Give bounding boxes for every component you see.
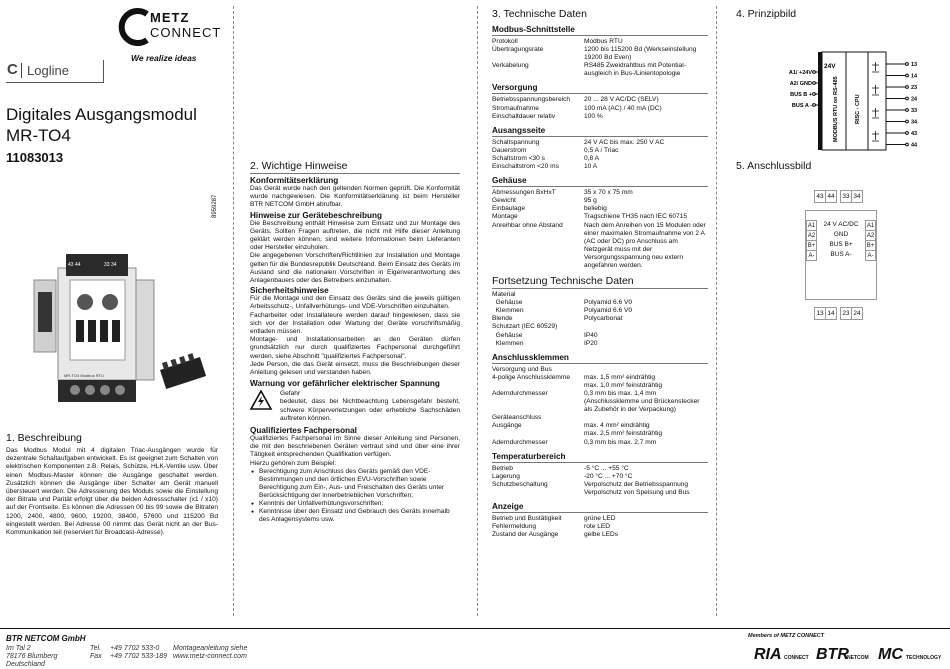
spec-value: beliebig (584, 205, 607, 213)
terminal: A- (806, 250, 817, 261)
spec-table (492, 366, 708, 447)
spec-value: 1200 bis 115200 Bd (Werkseinstellung 19200 Bd Even) (584, 46, 697, 62)
paragraph: Facharbeiter oder Installateure werden darauf hingewiesen, dass sie sich vor der Installation oder Wartung der Geräte vorschriftsmäßig entladen müssen. (250, 311, 460, 336)
bottom-terminals (814, 307, 863, 320)
terminal: A1 (865, 220, 876, 231)
beschreibung-section (6, 432, 218, 537)
footer-contact: +49 7702 533-0 +49 7702 533-189 (110, 645, 168, 660)
spec-label: Betrieb (492, 464, 513, 472)
paragraph: Jede Person, die das Gerät einsetzt, muss die Beschreibungen dieser Anleitung gelesen und verstanden haben. (250, 360, 460, 377)
paragraph: Das Gerät wurde nach den geltenden Normen geprüft. Die Konformität wurde nachgewiesen. Die Konformitätserklärung ist beim Hersteller BTR NETCOM GmbH abrufbar. (250, 185, 460, 209)
section-heading: 4. Prinzipbild (736, 8, 797, 20)
spec-value: max. 4 mm² eindrähtig (584, 422, 650, 430)
subheading: Sicherheitshinweise (250, 286, 329, 296)
output-label: 14 (911, 73, 918, 80)
column-divider (233, 6, 234, 616)
spec-label: Ausgänge (492, 422, 522, 430)
output-label: 23 (911, 85, 918, 91)
output-label: 24 (911, 96, 918, 103)
triac-symbol (872, 108, 879, 118)
paragraph: Die Beschreibung enthält Hinweise zum Einsatz und zur Montage des Geräts. Sollten Fragen auftreten, die nicht mit Hilfe dieser Anleitung geklärt werden können, sind weitere Informationen beim Lieferanten oder Hersteller einzuholen. (250, 219, 460, 252)
svg-text:MODBUS RTU on RS-485: MODBUS RTU on RS-485 (833, 76, 839, 142)
top-terminals (814, 190, 863, 203)
output-terminal (906, 143, 909, 146)
spec-value: 100 % (584, 112, 603, 120)
output-label: 34 (911, 119, 918, 126)
anschlussbild-section (736, 160, 941, 317)
left-terminals (806, 220, 817, 261)
spec-table (492, 38, 708, 78)
website-link[interactable]: www.metz-connect.com (173, 653, 247, 660)
subheading: Modbus-Schnittstelle (492, 25, 575, 34)
paragraph: Montage- und Installationsarbeiten an den Geräten dürfen grundsätzlich nur durch qualifiziertes Fachpersonal durchgeführt werden, siehe Abschnitt "qualifiziertes Fachpersonal". (250, 336, 460, 360)
terminal: A- (865, 250, 876, 261)
spec-label: Übertragungsrate (492, 46, 544, 54)
spec-label: Lagerung (492, 472, 520, 480)
column-divider (716, 6, 717, 616)
spec-value: -20 °C ... +70 °C (584, 472, 633, 480)
spec-label: Verkabelung (492, 62, 529, 70)
spec-label: Betrieb und Bustätigkeit (492, 515, 562, 523)
spec-value: 0,3 mm bis max. 2,7 mm (584, 438, 657, 446)
list-item: ● Kenntnis der Unfallverhütungsvorschriften; (259, 500, 460, 508)
spec-value: Modbus RTU (584, 38, 623, 45)
spec-value: 95 g (584, 197, 597, 205)
spec-value: Polycarbonat (584, 315, 623, 323)
spec-table (492, 515, 708, 539)
svg-text:BUS A -: BUS A - (791, 103, 812, 109)
section-heading: Fortsetzung Technische Daten (492, 275, 634, 288)
paragraph: Für die Montage und den Einsatz des Geräts sind die jeweils gültigen Arbeitsschutz-, Unfallverhütungs- und VDE-Vorschriften einzuhalten. (250, 295, 460, 311)
footer-note: Montageanleitung siehe www.metz-connect.com (173, 645, 248, 660)
spec-label: Abmessungen BxHxT (492, 189, 556, 197)
section-heading: 3. Technische Daten (492, 8, 587, 20)
terminal: A1 (806, 220, 817, 231)
page-title: Digitales Ausgangsmodul MR-TO4 (6, 105, 197, 145)
subheading: Gehäuse (492, 176, 527, 186)
output-terminal (906, 97, 909, 100)
subheading: Temperaturbereich (492, 451, 566, 461)
terminal: 43 (814, 190, 826, 203)
subheading: Konformitätserklärung (250, 176, 339, 185)
section-heading: 2. Wichtige Hinweise (250, 160, 348, 172)
warning-label: Gefahr (280, 390, 301, 398)
triac-symbol (872, 131, 879, 141)
spec-value: 100 mA (AC) / 40 mA (DC) (584, 104, 662, 112)
spec-value: RS485 Zweidrahtbus mit Potential-ausgleich in Bus-/Linientopologie (584, 62, 686, 78)
spec-label: Aderndurchmesser (492, 390, 548, 397)
spec-label: Protokoll (492, 38, 518, 45)
spec-label: Schutzbeschaltung (492, 480, 548, 488)
spec-label: Zustand der Ausgänge (492, 531, 559, 539)
spec-table (492, 291, 708, 348)
terminal: 13 (814, 307, 826, 320)
principle-diagram (736, 24, 941, 149)
output-terminal (906, 120, 909, 123)
svg-text:A2/ GND: A2/ GND (789, 81, 812, 87)
paragraph: Qualifiziertes Fachpersonal im Sinne dieser Anleitung sind Personen, die mit den beschriebenen Geräten vertraut sind und über eine ihrer Tätigkeit entsprechenden Qualifikation verfügen. (250, 435, 460, 459)
hinweise-section (250, 160, 460, 525)
paragraph: Die angegebenen Vorschriften/Richtlinien zur Installation und Montage gelten für die Bundesrepublik Deutschland. Beim Einsatz des Geräts im Ausland sind die nationalen Vorschriften in Eigenverantwortung des Anlagenbauers oder des Betreibers einzuhalten. (250, 252, 460, 285)
spec-value: 35 x 70 x 75 mm (584, 189, 633, 197)
spec-label: Blende (492, 315, 513, 323)
output-terminal (906, 132, 909, 135)
spec-label: Fehlermeldung (492, 523, 536, 531)
spec-label: Schutzart (IEC 60529) (492, 323, 558, 331)
spec-value: Verpolschutz der Betriebsspannung Verpolschutz von Speisung und Bus (584, 480, 690, 496)
terminal: 34 (851, 190, 863, 203)
spec-label: Einbaulage (492, 205, 525, 213)
spec-value: 10 A (584, 163, 598, 171)
spec-value: 0,8 A (584, 154, 600, 162)
spec-table (492, 96, 708, 120)
spec-label: Anreihbar ohne Abstand (492, 221, 563, 229)
spec-value (584, 291, 708, 299)
section-heading: 1. Beschreibung (6, 432, 82, 444)
spec-label: Schaltstrom <30 s (492, 154, 545, 162)
svg-text:33 34: 33 34 (104, 262, 117, 268)
subheading: Anschlussklemmen (492, 352, 569, 362)
spec-value (584, 323, 708, 331)
spec-value: 0,3 mm bis max. 1,4 mm (Anschlussklemme und Brückenstecker als Zubehör in der Verpackung) (584, 390, 700, 414)
spec-label: 4-polige Anschlussklemme (492, 373, 571, 381)
side-code: 8959287 (212, 194, 218, 218)
beschreibung-text: Das Modbus Modul mit 4 digitalen Triac-Ausgängen wurde für dezentrale Schaltaufgaben entwickelt. Es ist geeignet zum Schalten von elektrischen Komponenten z.B. Relais, Schütze, HLK-Ventile usw. Über einen Modbus-Master können die Ausgänge geschaltet werden. Zusätzlich können die Ausgänge über Schalter am Gerät manuell übersteuert werden. Die Adressierung des Moduls sowie die Einstellung der Bitrate und Parität erfolgt über die beiden Adressschalter (x1 / x10) auf der Frontseite. Es können die Adressen 00 bis 99 sowie die Bitraten 1200, 2400, 4800, 9600, 19200, 38400, 57600 und 115200 Bd eingestellt werden. Bei Adresse 00 nimmt das Gerät nicht an der Bus-Kommunikation teil (reserviert für Broadcast-Adresse). (6, 447, 218, 537)
spec-value: 24 V AC bis max. 250 V AC (584, 138, 665, 146)
warning-text: bedeutet, dass bei Nichtbeachtung Lebensgefahr besteht, schwere Körperverletzungen oder erhebliche Sachschäden auftreten können. (280, 398, 460, 422)
technische-daten-section (492, 8, 708, 539)
mc-logo: MC (878, 646, 903, 663)
spec-label: Material (492, 291, 516, 299)
spec-table (492, 465, 708, 497)
spec-label: Versorgung und Bus (492, 365, 552, 373)
svg-text:BUS B +: BUS B + (790, 92, 812, 98)
qualification-list (250, 468, 460, 525)
spec-value: IP20 (584, 339, 598, 347)
spec-table (492, 139, 708, 171)
member-logos: RIA CONNECT BTR NETCOM MC TECHNOLOGY (754, 646, 942, 663)
output-terminal (906, 86, 909, 89)
spec-label: Gehäuse (492, 299, 523, 307)
subheading: Versorgung (492, 83, 538, 93)
members-label: Members of METZ CONNECT (748, 633, 825, 639)
spec-value: Tragschiene TH35 nach IEC 60715 (584, 213, 687, 221)
spec-label: Einschaltstrom <20 ms (492, 163, 559, 171)
svg-text:24V: 24V (824, 63, 836, 70)
spec-value (584, 366, 708, 374)
spec-table (492, 189, 708, 270)
spec-label: Geräteanschluss (492, 414, 542, 422)
spec-label: Einschaltdauer relativ (492, 112, 556, 120)
list-item: ● Kenntnisse über den Einsatz und Gebrauch des Geräts innerhalb des Anlagensystems usw. (259, 508, 460, 524)
output-label: 44 (911, 142, 918, 149)
spec-label (492, 382, 584, 390)
ria-logo: RIA (754, 646, 782, 663)
spec-label: Gehäuse (492, 331, 523, 339)
output-terminal (906, 63, 909, 66)
terminal: 33 (840, 190, 852, 203)
list-item: ● Berechtigung zum Anschluss des Geräts gemäß den VDE-Bestimmungen und den örtlichen EVU-Vorschriften sowie Berechtigung zum Ein-, Aus- und Freischalten des Geräts unter Berücksichtigung der innerbetrieblichen Vorschriften; (259, 468, 460, 500)
terminal: 24 (851, 307, 863, 320)
terminal: 44 (825, 190, 837, 203)
spec-label: Klemmen (492, 339, 524, 347)
footer-rule (0, 628, 950, 629)
paragraph: Hierzu gehören zum Beispiel: (250, 459, 337, 467)
subheading: Anzeige (492, 502, 524, 512)
connection-diagram (736, 190, 941, 317)
spec-value: max. 1,5 mm² eindrähtig (584, 373, 656, 381)
output-terminal (906, 109, 909, 112)
column-divider (477, 6, 478, 616)
spec-value (584, 414, 708, 422)
tagline: We realize ideas (131, 53, 197, 63)
spec-value: Polyamid 6.6 V0 (584, 307, 633, 315)
footer-contact-labels: Tel. Fax (90, 645, 102, 660)
triac-symbol (872, 62, 879, 72)
spec-value: gelbe LEDs (584, 531, 619, 539)
spec-value: 20 ... 28 V AC/DC (SELV) (584, 96, 659, 104)
spec-value: 0,5 A / Triac (584, 146, 619, 154)
terminal: A2 (865, 230, 876, 241)
spec-value: rote LED (584, 523, 611, 531)
btr-logo: BTR (816, 646, 849, 663)
spec-value: max. 2,5 mm² feinstdrähtig (584, 430, 663, 438)
subheading: Hinweise zur Gerätebeschreibung (250, 210, 382, 220)
spec-value: IP40 (584, 331, 598, 339)
output-terminal (906, 74, 909, 77)
spec-value: -5 °C ... +55 °C (584, 464, 629, 472)
section-heading: 5. Anschlussbild (736, 160, 812, 172)
spec-value: grüne LED (584, 515, 616, 523)
spec-label: Klemmen (492, 307, 524, 315)
output-label: 33 (911, 108, 918, 114)
spec-label: Betriebsspannungsbereich (492, 96, 571, 104)
spec-label: Dauerstrom (492, 146, 527, 154)
svg-text:RISC - CPU: RISC - CPU (855, 94, 861, 124)
subheading: Ausangsseite (492, 125, 546, 135)
terminal: A2 (806, 230, 817, 241)
svg-text:43 44: 43 44 (68, 262, 81, 268)
terminal-assignment: 24 V AC/DC GND BUS B+ BUS A- (823, 221, 859, 258)
svg-text:MR-TO4 Modbus RTU: MR-TO4 Modbus RTU (64, 373, 104, 378)
spec-label: Gewicht (492, 197, 516, 205)
warning-icon (250, 390, 272, 410)
right-terminals (865, 220, 876, 261)
terminal: B+ (865, 240, 876, 251)
subheading: Warnung vor gefährlicher elektrischer Spannung (250, 379, 440, 389)
terminal: 23 (840, 307, 852, 320)
subheading: Qualifiziertes Fachpersonal (250, 426, 357, 436)
spec-label: Montage (492, 213, 518, 221)
spec-value: max. 1,0 mm² feinstdrähtig (584, 381, 663, 389)
spec-label: Schaltspannung (492, 138, 540, 146)
output-label: 13 (911, 62, 918, 68)
spec-label: Stromaufnahme (492, 104, 539, 112)
spec-label (492, 430, 584, 438)
prinzipbild-section (736, 8, 941, 149)
footer-company: BTR NETCOM GmbH (6, 634, 86, 643)
article-number: 11083013 (6, 150, 64, 165)
spec-label: Aderndurchmesser (492, 438, 548, 446)
output-label: 43 (911, 131, 918, 137)
spec-value: Nach dem Anreihen von 15 Modulen oder einer maximalen Stromaufnahme von 2 A (AC oder DC) pro Anschluss am Netzgerät muss mit der Versorgungsspannung neu extern angefahren werden. (584, 221, 706, 269)
svg-text:A1/ +24V: A1/ +24V (788, 70, 812, 76)
spec-value: Polyamid 6.6 V0 (584, 299, 633, 307)
footer-address: Im Tal 2 78176 Blumberg Deutschland (6, 645, 58, 668)
product-photo (30, 240, 220, 420)
logline-badge: C Logline (6, 60, 104, 83)
terminal: 14 (825, 307, 837, 320)
metz-connect-logo: METZ CONNECT (113, 8, 223, 46)
terminal: B+ (806, 240, 817, 251)
triac-symbol (872, 85, 879, 95)
